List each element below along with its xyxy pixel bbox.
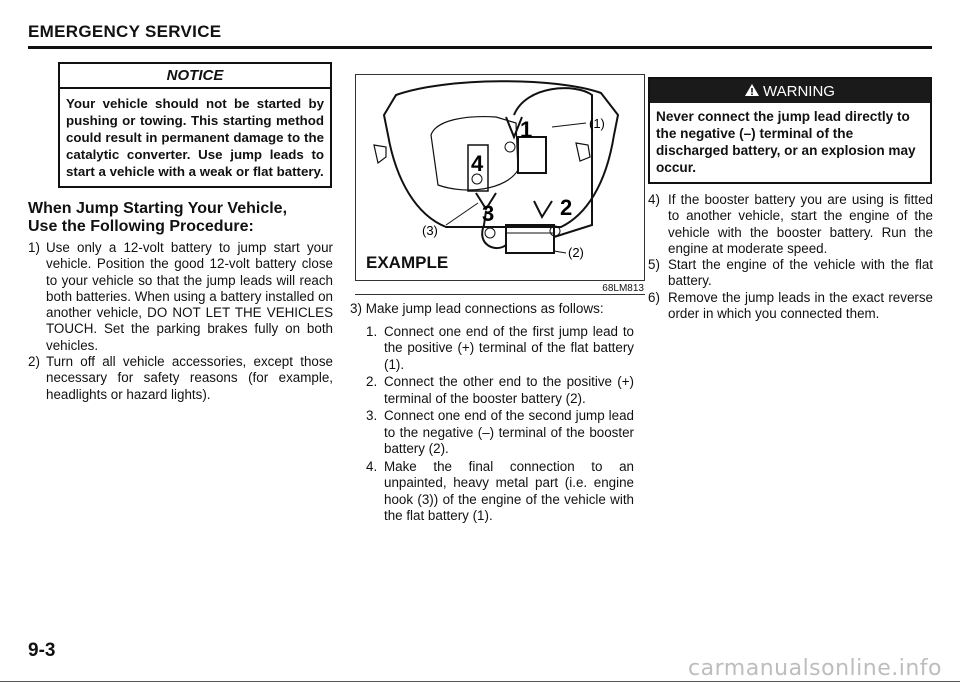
diagram-illustration <box>356 75 644 280</box>
column-right <box>648 62 933 322</box>
procedure-heading <box>28 200 333 236</box>
diagram-rule <box>355 294 645 295</box>
marker-2: 2 <box>560 195 573 220</box>
notice-box <box>58 62 332 188</box>
warning-body: Never connect the jump lead directly to the negative (–) terminal of the discharged battery, or an explosion may occur. <box>656 109 916 175</box>
steps-list-right <box>648 192 933 322</box>
clamp-2 <box>534 201 552 217</box>
callout-1: (1) <box>589 116 605 131</box>
column-middle <box>344 62 644 526</box>
list-item: 4) If the booster battery you are using is fitted to another vehicle, start the engine of the vehicle with the booster battery. Run the engine at moderate speed. <box>648 192 933 256</box>
list-item: 2. Connect the other end to the positive (+) terminal of the booster battery (2). <box>366 374 634 406</box>
warning-title-text: WARNING <box>763 83 835 100</box>
marker-4: 4 <box>471 151 484 176</box>
warning-box <box>648 77 932 184</box>
step-3-intro: 3) Make jump lead connections as follows: <box>350 301 604 316</box>
list-item: 5) Start the engine of the vehicle with the flat battery. <box>648 257 933 289</box>
callout-2: (2) <box>568 245 584 260</box>
procedure-heading-line2: Use the Following Procedure: <box>28 218 254 235</box>
booster-battery <box>506 225 554 253</box>
steps-list-left <box>28 240 333 403</box>
right-strut <box>576 143 590 161</box>
plus-symbol-1 <box>505 142 515 152</box>
engine-hood-outline <box>384 81 618 227</box>
notice-body: Your vehicle should not be started by pushing or towing. This starting method could result in permanent damage to the catalytic converter. Use jump leads to start a vehicle with a weak or flat battery. <box>66 96 324 179</box>
list-item: 1. Connect one end of the first jump lead to the positive (+) terminal of the flat battery (1). <box>366 323 634 372</box>
jump-lead-positive <box>514 88 592 237</box>
notice-title: NOTICE <box>60 64 330 89</box>
warning-triangle-icon <box>745 83 759 100</box>
column-left <box>28 62 333 403</box>
section-header: EMERGENCY SERVICE <box>28 22 222 41</box>
watermark: carmanualsonline.info <box>688 656 942 681</box>
list-item: 6) Remove the jump leads in the exact reverse order in which you connected them. <box>648 289 933 322</box>
minus-symbol-3 <box>485 228 495 238</box>
marker-1: 1 <box>520 117 533 142</box>
warning-title <box>650 79 930 103</box>
marker-3: 3 <box>482 201 495 226</box>
list-item: 2) Turn off all vehicle accessories, except those necessary for safety reasons (for example, headlights or hazard lights). <box>28 354 333 402</box>
substeps-list <box>344 324 634 525</box>
footer-rule <box>0 681 960 682</box>
procedure-heading-line1: When Jump Starting Your Vehicle, <box>28 200 288 217</box>
list-item: 3. Connect one end of the second jump lead to the negative (–) terminal of the booster battery (2). <box>366 408 634 456</box>
list-item: 1) Use only a 12-volt battery to jump start your vehicle. Position the good 12-volt battery close to your vehicle so that the jump leads will reach both batteries. When using a battery installed on another vehicle, DO NOT LET THE VEHICLES TOUCH. Set the parking brakes fully on both vehicles. <box>28 240 333 353</box>
example-label: EXAMPLE <box>366 253 449 272</box>
jump-start-diagram <box>355 74 645 281</box>
page-number: 9-3 <box>28 640 56 661</box>
flat-battery <box>518 137 546 173</box>
diagram-code: 68LM813 <box>602 283 644 294</box>
callout-3: (3) <box>422 223 438 238</box>
left-strut <box>374 145 386 163</box>
list-item: 4. Make the final connection to an unpainted, heavy metal part (i.e. engine hook (3)) of the engine of the vehicle with the flat battery (1). <box>366 458 634 523</box>
header-rule <box>28 46 932 49</box>
